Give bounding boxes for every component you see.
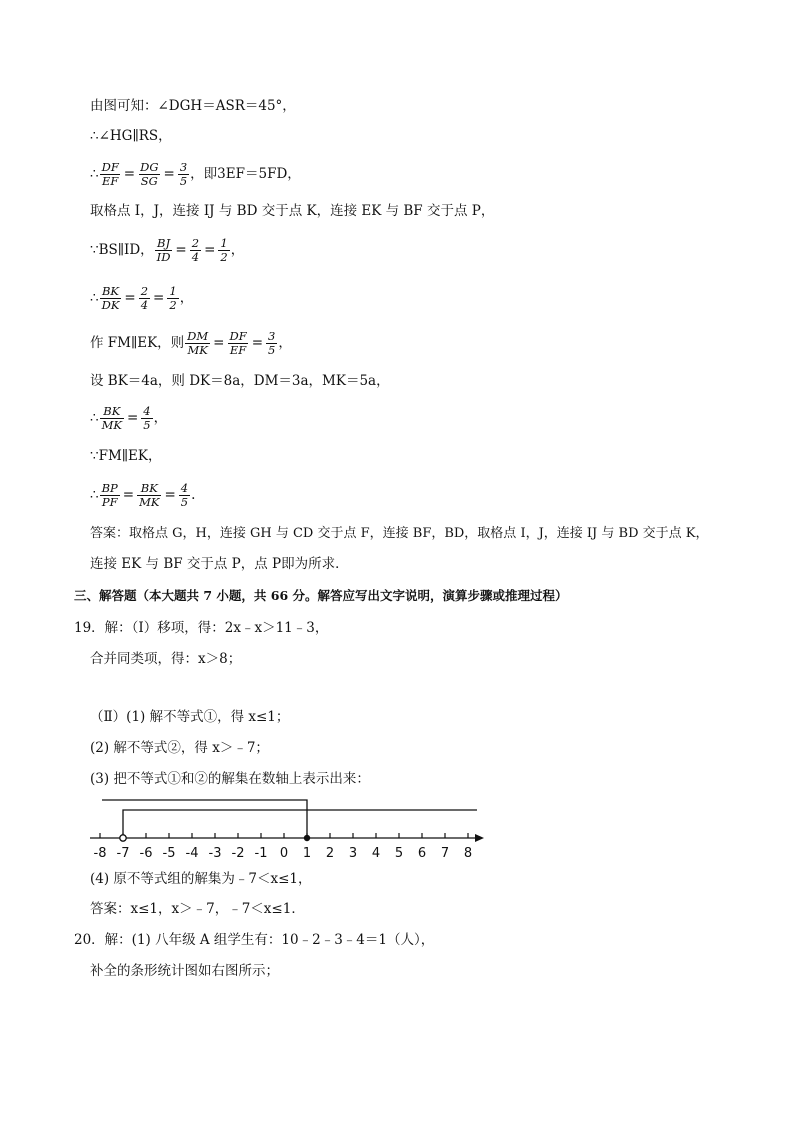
line-2: ∴∠HG∥RS， <box>90 128 172 144</box>
solution-bracket-x-gt-neg7 <box>123 810 477 838</box>
fraction: $\frac{DG}{SG}$ <box>140 159 159 188</box>
fraction: $\frac{2}{4}$ <box>191 235 200 264</box>
open-point <box>120 835 126 841</box>
line-3: ∴ $\frac{DF}{EF}$ = $\frac{DG}{SG}$ = $\frac{3}{5}$ ，即3EF＝5FD， <box>90 159 301 188</box>
q19-line-4: (2) 解不等式②，得 x＞﹣7； <box>90 740 269 756</box>
fraction: $\frac{1}{2}$ <box>169 283 177 312</box>
line-10: ∵FM∥EK， <box>90 448 162 464</box>
tick-label: 6 <box>417 846 427 861</box>
fraction: $\frac{BJ}{ID}$ <box>156 235 171 264</box>
fraction: $\frac{4}{5}$ <box>143 403 151 432</box>
q19-line-3: （Ⅱ）(1) 解不等式①，得 x≤1； <box>90 709 290 725</box>
solution-bracket-x-le-1 <box>102 800 307 838</box>
fraction: $\frac{BK}{DK}$ <box>101 283 120 312</box>
tick-label: -7 <box>116 846 130 861</box>
fraction: $\frac{BK}{MK}$ <box>101 403 122 432</box>
line-7: 作 FM∥EK，则 $\frac{DM}{MK}$ = $\frac{DF}{EF}$ = $\frac{3}{5}$ ， <box>90 328 292 357</box>
line-9: ∴ $\frac{BK}{MK}$ = $\frac{4}{5}$ ， <box>90 403 168 432</box>
tick-label: 8 <box>463 846 473 861</box>
fraction: $\frac{DF}{EF}$ <box>229 328 247 357</box>
fraction: $\frac{2}{4}$ <box>140 283 149 312</box>
closed-point <box>304 835 310 841</box>
q20-line-1: 20．解：(1) 八年级 A 组学生有：10﹣2﹣3﹣4＝1（人）， <box>74 932 435 948</box>
tick-label: 4 <box>371 846 381 861</box>
tick-label: 5 <box>394 846 404 861</box>
fraction: $\frac{3}{5}$ <box>268 328 276 357</box>
tick-label: -3 <box>208 846 222 861</box>
line-5: ∵BS∥ID， $\frac{BJ}{ID}$ = $\frac{2}{4}$ = $\frac{1}{2}$ ， <box>90 235 245 264</box>
axis-arrow <box>475 834 484 842</box>
tick-label: -4 <box>185 846 199 861</box>
number-line <box>84 795 494 865</box>
line-8: 设 BK＝4a，则 DK＝8a，DM＝3a，MK＝5a， <box>90 373 390 389</box>
tick-label: 2 <box>325 846 335 861</box>
line-13: 连接 EK 与 BF 交于点 P，点 P即为所求． <box>90 556 349 572</box>
line-1: 由图可知：∠DGH＝ASR＝45°， <box>90 98 296 114</box>
section-3-heading: 三、解答题（本大题共 7 小题，共 66 分。解答应写出文字说明，演算步骤或推理过程） <box>74 588 568 603</box>
line-11: ∴ $\frac{BP}{PF}$ = $\frac{BK}{MK}$ = $\frac{4}{5}$ . <box>90 480 196 509</box>
tick-label: -2 <box>231 846 245 861</box>
tick-label: -6 <box>139 846 153 861</box>
fraction: $\frac{4}{5}$ <box>180 480 189 509</box>
tick-label: 0 <box>279 846 289 861</box>
fraction: $\frac{DF}{EF}$ <box>101 159 119 188</box>
tick-label: -5 <box>162 846 176 861</box>
fraction: $\frac{BK}{MK}$ <box>139 480 160 509</box>
q20-line-2: 补全的条形统计图如右图所示； <box>90 963 279 979</box>
q19-line-6: (4) 原不等式组的解集为﹣7＜x≤1， <box>90 871 312 887</box>
fraction: $\frac{3}{5}$ <box>179 159 188 188</box>
q19-line-2: 合并同类项，得：x＞8； <box>90 651 242 667</box>
tick-marks <box>94 833 473 861</box>
tick-label: -1 <box>254 846 268 861</box>
q19-line-7: 答案：x≤1，x＞﹣7，﹣7＜x≤1． <box>90 901 305 917</box>
tick-label: -8 <box>93 846 107 861</box>
tick-label: 1 <box>302 846 312 861</box>
q19-line-5: (3) 把不等式①和②的解集在数轴上表示出来： <box>90 771 370 787</box>
line-12: 答案：取格点 G，H，连接 GH 与 CD 交于点 F，连接 BF，BD，取格点 I，J，连接 IJ 与 BD 交于点 K， <box>90 526 709 541</box>
fraction: $\frac{DM}{MK}$ <box>187 328 209 357</box>
tick-label: 3 <box>348 846 358 861</box>
fraction: $\frac{1}{2}$ <box>220 235 228 264</box>
q19-line-1: 19．解：（Ⅰ）移项，得：2x﹣x＞11﹣3， <box>74 620 329 636</box>
line-4: 取格点 I，J，连接 IJ 与 BD 交于点 K，连接 EK 与 BF 交于点 P， <box>90 203 495 219</box>
tick-label: 7 <box>440 846 450 861</box>
fraction: $\frac{BP}{PF}$ <box>101 480 118 509</box>
line-6: ∴ $\frac{BK}{DK}$ = $\frac{2}{4}$ = $\frac{1}{2}$ ， <box>90 283 194 312</box>
